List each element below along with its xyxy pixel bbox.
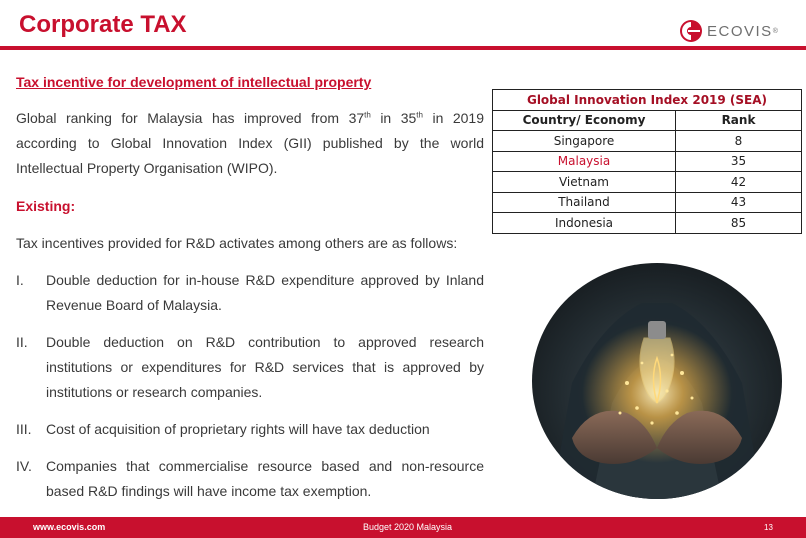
section-heading: Tax incentive for development of intellectual property xyxy=(16,74,372,90)
rank-cell: 43 xyxy=(676,192,802,213)
footer-title: Budget 2020 Malaysia xyxy=(363,522,453,532)
country-cell: Vietnam xyxy=(493,172,676,193)
table-caption: Global Innovation Index 2019 (SEA) xyxy=(493,90,802,111)
ranking-paragraph xyxy=(16,106,484,181)
ordinal-suffix: th xyxy=(416,110,423,120)
para-text: Global ranking for Malaysia has improved from 37 xyxy=(16,110,365,126)
gii-ranking-table xyxy=(492,89,802,234)
list-item xyxy=(16,268,484,318)
page-title: Corporate TAX xyxy=(19,11,187,38)
list-number: IV. xyxy=(16,458,32,474)
list-text: Companies that commercialise resource based and non-resource based R&D findings will have income tax exemption. xyxy=(46,458,484,499)
rank-cell: 42 xyxy=(676,172,802,193)
column-header-country: Country/ Economy xyxy=(493,110,676,131)
intro-text: Tax incentives provided for R&D activates among others are as follows: xyxy=(16,235,458,251)
ecovis-logo xyxy=(679,19,778,43)
ecovis-logo-icon xyxy=(679,19,703,43)
page-number: 13 xyxy=(764,523,773,532)
table-caption-row xyxy=(493,90,802,111)
list-number: III. xyxy=(16,421,32,437)
table-row xyxy=(493,172,802,193)
table-row xyxy=(493,131,802,152)
lightbulb-hands-photo xyxy=(532,263,782,499)
list-number: II. xyxy=(16,334,28,350)
table-header-row xyxy=(493,110,802,131)
rank-cell: 35 xyxy=(676,151,802,172)
table-row xyxy=(493,151,802,172)
list-item xyxy=(16,330,484,405)
list-number: I. xyxy=(16,272,24,288)
rank-cell: 8 xyxy=(676,131,802,152)
table-row xyxy=(493,192,802,213)
country-cell-highlighted: Malaysia xyxy=(493,151,676,172)
para-text: in 35 xyxy=(370,110,417,126)
ordinal-suffix: th xyxy=(364,110,371,120)
country-cell: Thailand xyxy=(493,192,676,213)
list-text: Cost of acquisition of proprietary rights will have tax deduction xyxy=(46,421,430,437)
footer-bar xyxy=(0,517,806,538)
footer-website-link[interactable]: www.ecovis.com xyxy=(33,522,106,532)
para-text: in 2019 according to Global Innovation Index (GII) published by the world Intellectual Property Organisation (WIPO). xyxy=(16,110,484,176)
country-cell: Indonesia xyxy=(493,213,676,234)
table-row xyxy=(493,213,802,234)
list-text: Double deduction on R&D contribution to approved research institutions or expenditures for R&D services that is approved by institutions or research companies. xyxy=(46,334,484,400)
existing-label: Existing: xyxy=(16,198,76,214)
list-item xyxy=(16,417,484,442)
list-item xyxy=(16,454,484,504)
title-divider xyxy=(0,46,806,50)
lightbulb-hands-image xyxy=(532,263,782,499)
list-text: Double deduction for in-house R&D expenditure approved by Inland Revenue Board of Malaysia. xyxy=(46,272,484,313)
country-cell: Singapore xyxy=(493,131,676,152)
registered-mark-icon: ® xyxy=(772,27,778,35)
column-header-rank: Rank xyxy=(676,110,802,131)
rank-cell: 85 xyxy=(676,213,802,234)
logo-wordmark: ECOVIS xyxy=(707,22,773,40)
